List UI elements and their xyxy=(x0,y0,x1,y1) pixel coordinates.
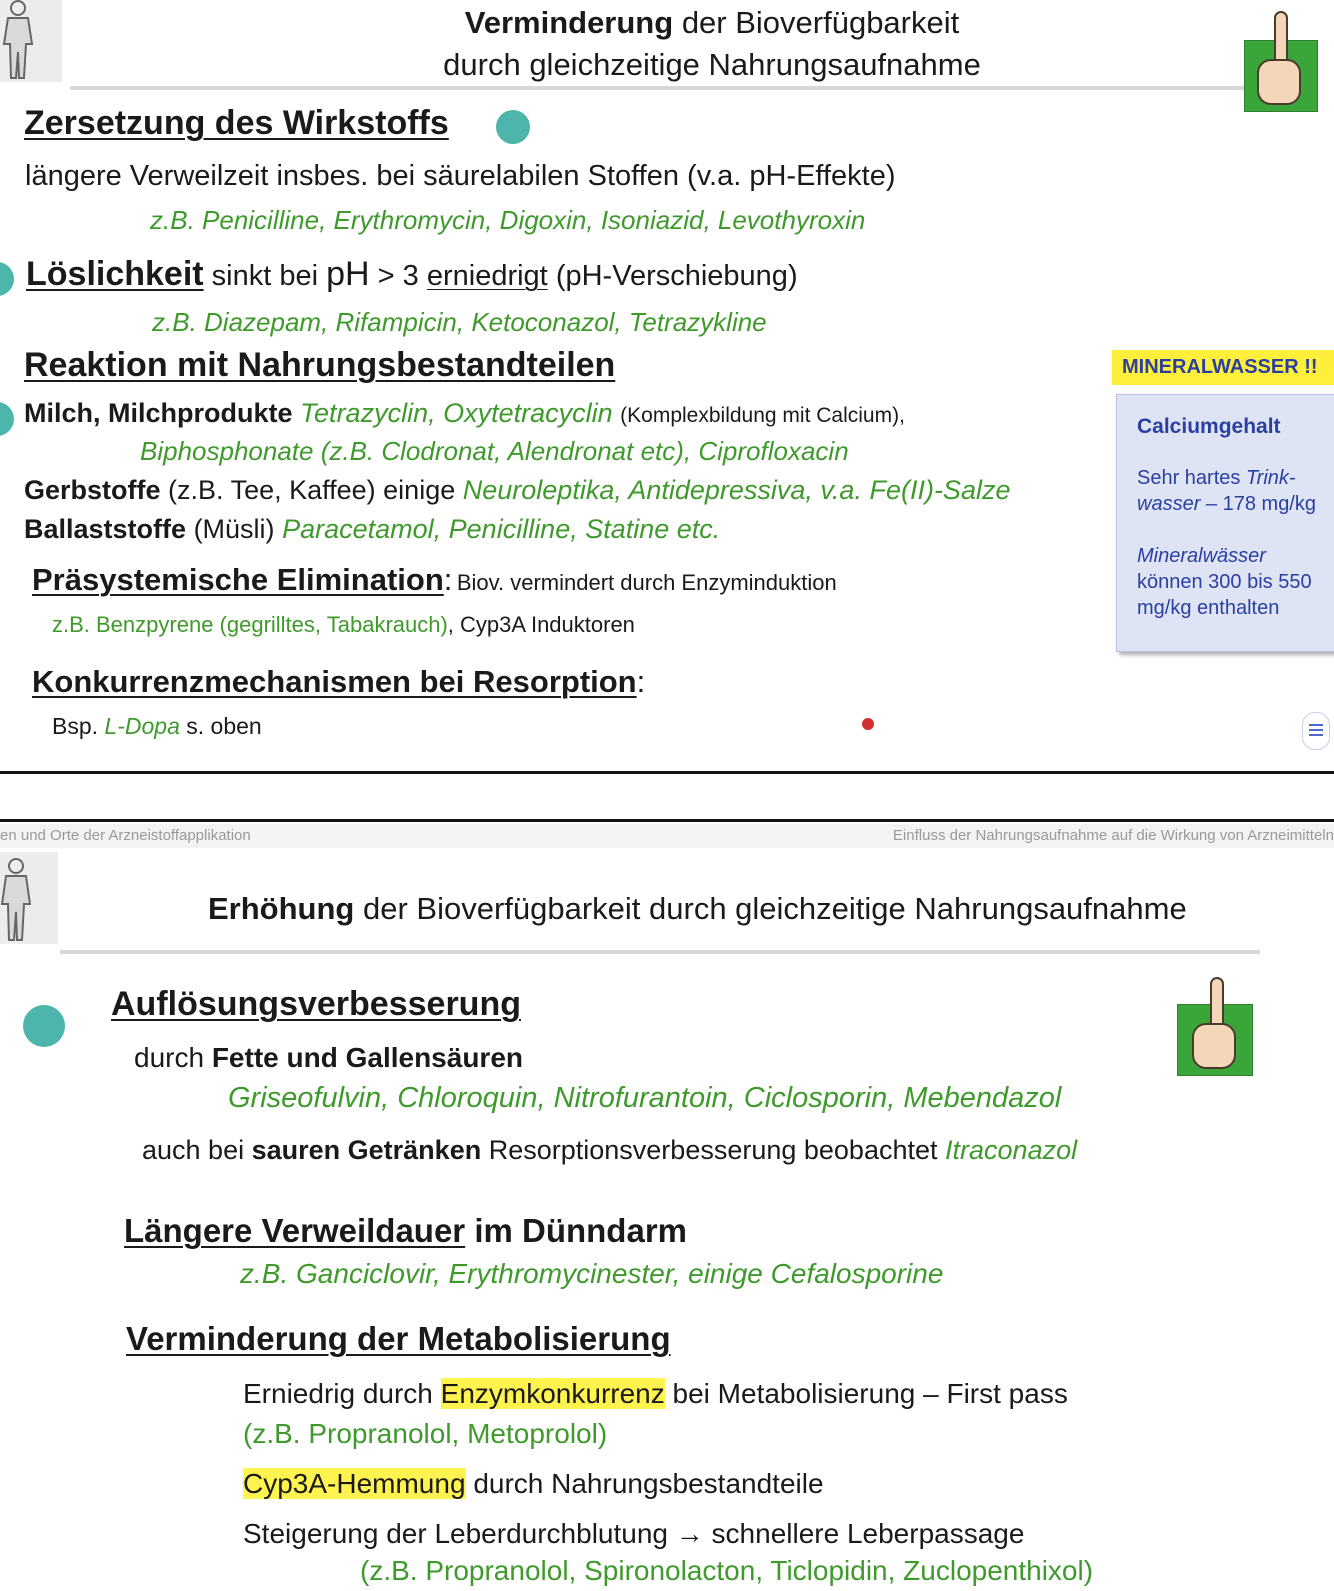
tannin-drugs: Neuroleptika, Antidepressiva, v.a. Fe(II)-Salze xyxy=(462,475,1011,505)
menu-button[interactable] xyxy=(1302,712,1330,750)
s3-l4-a: Steigerung der Leberdurchblutung xyxy=(243,1518,668,1549)
callout-line1 xyxy=(1137,467,1296,490)
s4-text: Biov. vermindert durch Enzyminduktion xyxy=(456,570,837,595)
callout-line4: können 300 bis 550 xyxy=(1137,571,1312,593)
s5-heading-line xyxy=(32,664,645,700)
slide-divider-bottom xyxy=(0,819,1334,822)
footer-right: Einfluss der Nahrungsaufnahme auf die Wirkung von Arzneimitteln xyxy=(892,827,1334,844)
heading-praesystemisch: Präsystemische Elimination xyxy=(32,562,444,597)
s3-line1 xyxy=(243,1378,1068,1410)
s1-text-a: durch xyxy=(134,1042,205,1073)
s4-colon: : xyxy=(443,562,453,597)
s4-examples-line xyxy=(52,612,635,638)
heading-aufloesung: Auflösungsverbesserung xyxy=(111,985,521,1023)
s3-l4-b: schnellere Leberpassage xyxy=(711,1518,1025,1549)
s5-line xyxy=(52,713,262,740)
s2-line xyxy=(26,255,798,294)
s5-drug: L-Dopa xyxy=(104,713,180,739)
s1-examples: z.B. Penicilline, Erythromycin, Digoxin, Isoniazid, Levothyroxin xyxy=(150,205,866,235)
s1-line3-b: sauren Getränken xyxy=(251,1135,482,1165)
callout-line3: Mineralwässer xyxy=(1137,545,1266,567)
bullet-dot xyxy=(0,402,14,436)
s3-l3-highlight: Cyp3A-Hemmung xyxy=(243,1468,466,1499)
callout-heading: Calciumgehalt xyxy=(1137,415,1281,438)
s2-examples: z.B. Ganciclovir, Erythromycinester, einige Cefalosporine xyxy=(240,1258,944,1289)
person-icon xyxy=(0,852,58,944)
menu-icon-bar xyxy=(1309,729,1323,731)
callout-line2a: wasser xyxy=(1137,493,1201,515)
callout-line5: mg/kg enthalten xyxy=(1137,597,1280,619)
callout-line2b: – 178 mg/kg xyxy=(1205,493,1316,515)
milk-line xyxy=(24,398,905,429)
title-line2: durch gleichzeitige Nahrungsaufnahme xyxy=(443,47,981,82)
s1-examples: Griseofulvin, Chloroquin, Nitrofurantoin, Ciclosporin, Mebendazol xyxy=(228,1082,1062,1114)
s5-text-b: s. oben xyxy=(186,713,262,739)
heading-konkurrenz: Konkurrenzmechanismen bei Resorption xyxy=(32,664,637,699)
s2-text-d: (pH-Verschiebung) xyxy=(555,260,798,292)
callout-title: MINERALWASSER !! xyxy=(1112,350,1334,385)
s2-text-b: > 3 xyxy=(377,260,419,292)
milk-note: (Komplexbildung mit Calcium), xyxy=(620,404,905,427)
slide-1-title xyxy=(0,2,1334,86)
s5-text-a: Bsp. xyxy=(52,713,99,739)
s4-examples-rest: , Cyp3A Induktoren xyxy=(447,612,635,637)
s3-line4 xyxy=(243,1518,1024,1550)
s3-line3 xyxy=(243,1468,824,1500)
heading-reaktion: Reaktion mit Nahrungsbestandteilen xyxy=(24,346,616,384)
s1-line xyxy=(134,1042,523,1074)
s1-line3 xyxy=(142,1135,1077,1166)
callout-line1a: Sehr hartes xyxy=(1137,467,1241,489)
s1-line3-c: Resorptionsverbesserung beobachtet xyxy=(488,1135,938,1165)
s1-text: längere Verweilzeit insbes. bei säurelabilen Stoffen (v.a. pH-Effekte) xyxy=(25,160,896,192)
heading-metabolisierung: Verminderung der Metabolisierung xyxy=(126,1320,671,1357)
title-rest: der Bioverfügbarkeit durch gleichzeitige Nahrungsaufnahme xyxy=(362,891,1187,926)
s3-l3-b: durch Nahrungsbestandteile xyxy=(473,1468,824,1499)
s2-heading-underlined: Längere Verweildauer xyxy=(124,1212,466,1249)
s2-heading xyxy=(124,1212,687,1250)
s1-line3-a: auch bei xyxy=(142,1135,245,1165)
bullet-dot xyxy=(23,1005,65,1047)
fiber-text: (Müsli) xyxy=(193,514,275,544)
slide-2-title xyxy=(208,891,1187,927)
s3-l1-highlight: Enzymkonkurrenz xyxy=(440,1378,665,1409)
s4-examples: z.B. Benzpyrene (gegrilltes, Tabakrauch) xyxy=(52,612,448,637)
s2-examples: z.B. Diazepam, Rifampicin, Ketoconazol, Tetrazykline xyxy=(152,307,767,337)
tannin-text: (z.B. Tee, Kaffee) einige xyxy=(168,475,456,505)
s3-l1-b: bei Metabolisierung – First pass xyxy=(672,1378,1068,1409)
title-rest: der Bioverfügbarkeit xyxy=(681,5,960,40)
bullet-dot xyxy=(0,262,14,296)
milk-drugs: Tetrazyclin, Oxytetracyclin xyxy=(300,398,613,428)
callout-line2 xyxy=(1137,493,1316,516)
fiber-line xyxy=(24,514,720,545)
milk-label: Milch, Milchprodukte xyxy=(24,398,293,428)
callout-box xyxy=(1116,394,1334,652)
s1-text-b: Fette und Gallensäuren xyxy=(211,1042,523,1073)
heading-loeslichkeit: Löslichkeit xyxy=(26,255,204,293)
s2-text-c: erniedrigt xyxy=(426,260,548,292)
cursor-icon xyxy=(862,718,874,730)
s2-ph: pH xyxy=(326,255,370,293)
s3-line2: (z.B. Propranolol, Metoprolol) xyxy=(243,1418,608,1449)
fiber-label: Ballaststoffe xyxy=(24,514,187,544)
title-rule xyxy=(60,950,1260,954)
s2-text-a: sinkt bei xyxy=(211,260,319,292)
callout-line1b: Trink- xyxy=(1245,467,1296,489)
s1-line3-drug: Itraconazol xyxy=(945,1135,1078,1165)
slide-divider-top xyxy=(0,771,1334,774)
footer-left: en und Orte der Arzneistoffapplikation xyxy=(0,827,251,844)
title-bold: Verminderung xyxy=(464,5,674,40)
s2-heading-rest: im Dünndarm xyxy=(474,1212,688,1249)
pointing-hand-icon xyxy=(1244,40,1318,112)
tannin-label: Gerbstoffe xyxy=(24,475,161,505)
heading-zersetzung: Zersetzung des Wirkstoffs xyxy=(24,104,449,142)
title-rule xyxy=(70,86,1250,90)
tannin-line xyxy=(24,475,1010,506)
bullet-dot xyxy=(496,110,530,144)
arrow-right-icon: → xyxy=(675,1518,704,1549)
fiber-drugs: Paracetamol, Penicilline, Statine etc. xyxy=(282,514,721,544)
pointing-hand-icon xyxy=(1177,1004,1253,1076)
title-bold: Erhöhung xyxy=(208,891,355,926)
milk-drugs-2: Biphosphonate (z.B. Clodronat, Alendronat etc), Ciprofloxacin xyxy=(140,436,849,466)
s3-line5: (z.B. Propranolol, Spironolacton, Ticlopidin, Zuclopenthixol) xyxy=(360,1555,1094,1586)
s3-l1-a: Erniedrig durch xyxy=(243,1378,433,1409)
s5-colon: : xyxy=(636,664,646,699)
s4-line xyxy=(32,562,837,598)
